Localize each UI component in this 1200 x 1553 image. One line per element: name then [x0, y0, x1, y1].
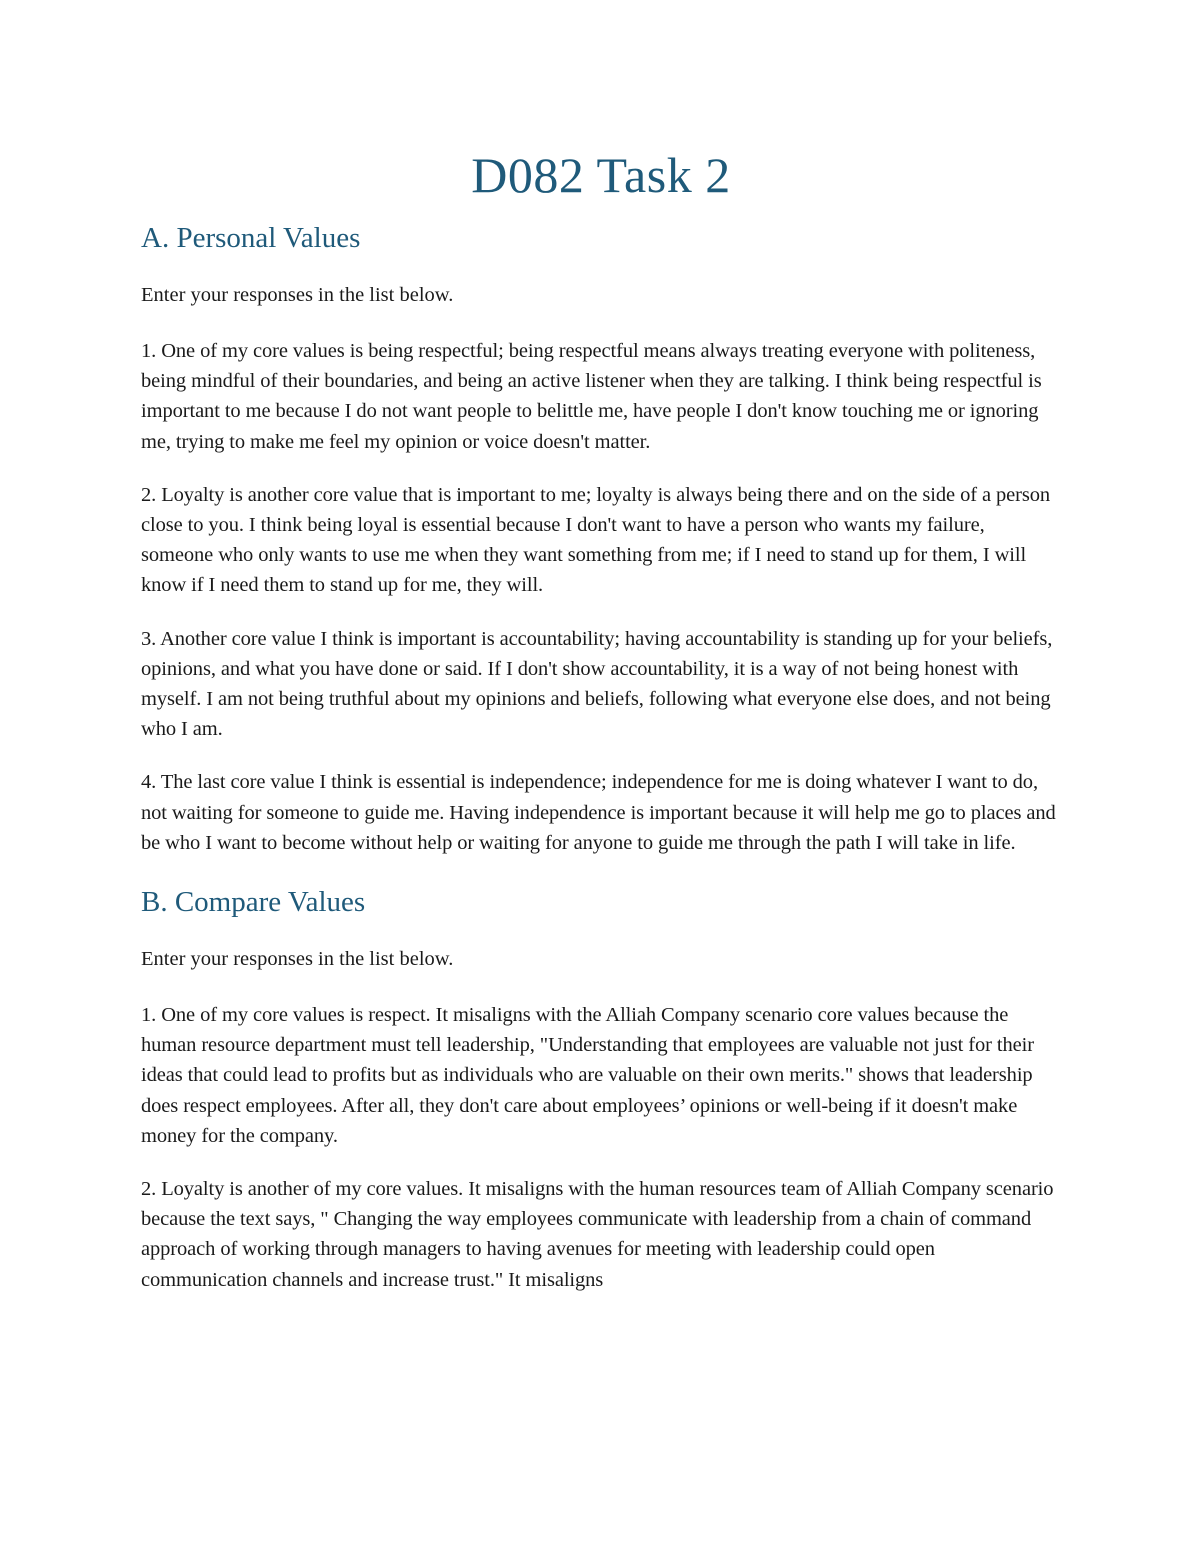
section-a-item-2: 2. Loyalty is another core value that is important to me; loyalty is always being there and on the side of a person close to you. I think being loyal is essential because I don't want to have a person who wants my failure, someone who only wants to use me when they want something from me; if I need to stand up for them, I will know if I need them to stand up for me, they will. [141, 483, 1051, 597]
section-b-heading: B. Compare Values [141, 886, 366, 919]
section-b-item-2: 2. Loyalty is another of my core values. It misaligns with the human resources team of Alliah Company scenario because the text says, " Changing the way employees communicate with leadership from a chain of command approach of working through managers to having avenues for meeting with leadership could open communication channels and increase trust." It misaligns [141, 1178, 1054, 1291]
section-a-item-1: 1. One of my core values is being respectful; being respectful means always treating everyone with politeness, being mindful of their boundaries, and being an active listener when they are talking. I think being respectful is important to me because I do not want people to belittle me, have people I don't know touching me or ignoring me, trying to make me feel my opinion or voice doesn't matter. [141, 340, 1042, 453]
section-a-item-3: 3. Another core value I think is important is accountability; having accountability is standing up for your beliefs, opinions, and what you have done or said. If I don't show accountability, it is a way of not being honest with myself. I am not being truthful about my opinions and beliefs, following what everyone else does, and not being who I am. [141, 627, 1053, 741]
section-a-instruction: Enter your responses in the list below. [141, 284, 454, 306]
section-a-item-4: 4. The last core value I think is essential is independence; independence for me is doing whatever I want to do, not waiting for someone to guide me. Having independence is important because it will help me go to places and be who I want to become without help or waiting for anyone to guide me through the path I will take in life. [141, 771, 1056, 854]
document-body [141, 140, 1061, 1295]
document-title: D082 Task 2 [471, 147, 731, 203]
section-b-item-1: 1. One of my core values is respect. It misaligns with the Alliah Company scenario core values because the human resource department must tell leadership, "Understanding that employees are valuable not just for their ideas that could lead to profits but as individuals who are valuable on their own merits." shows that leadership does respect employees. After all, they don't care about employees’ opinions or well-being if it doesn't make money for the company. [141, 1004, 1034, 1147]
section-b-instruction: Enter your responses in the list below. [141, 948, 454, 971]
section-a-heading: A. Personal Values [141, 222, 361, 254]
